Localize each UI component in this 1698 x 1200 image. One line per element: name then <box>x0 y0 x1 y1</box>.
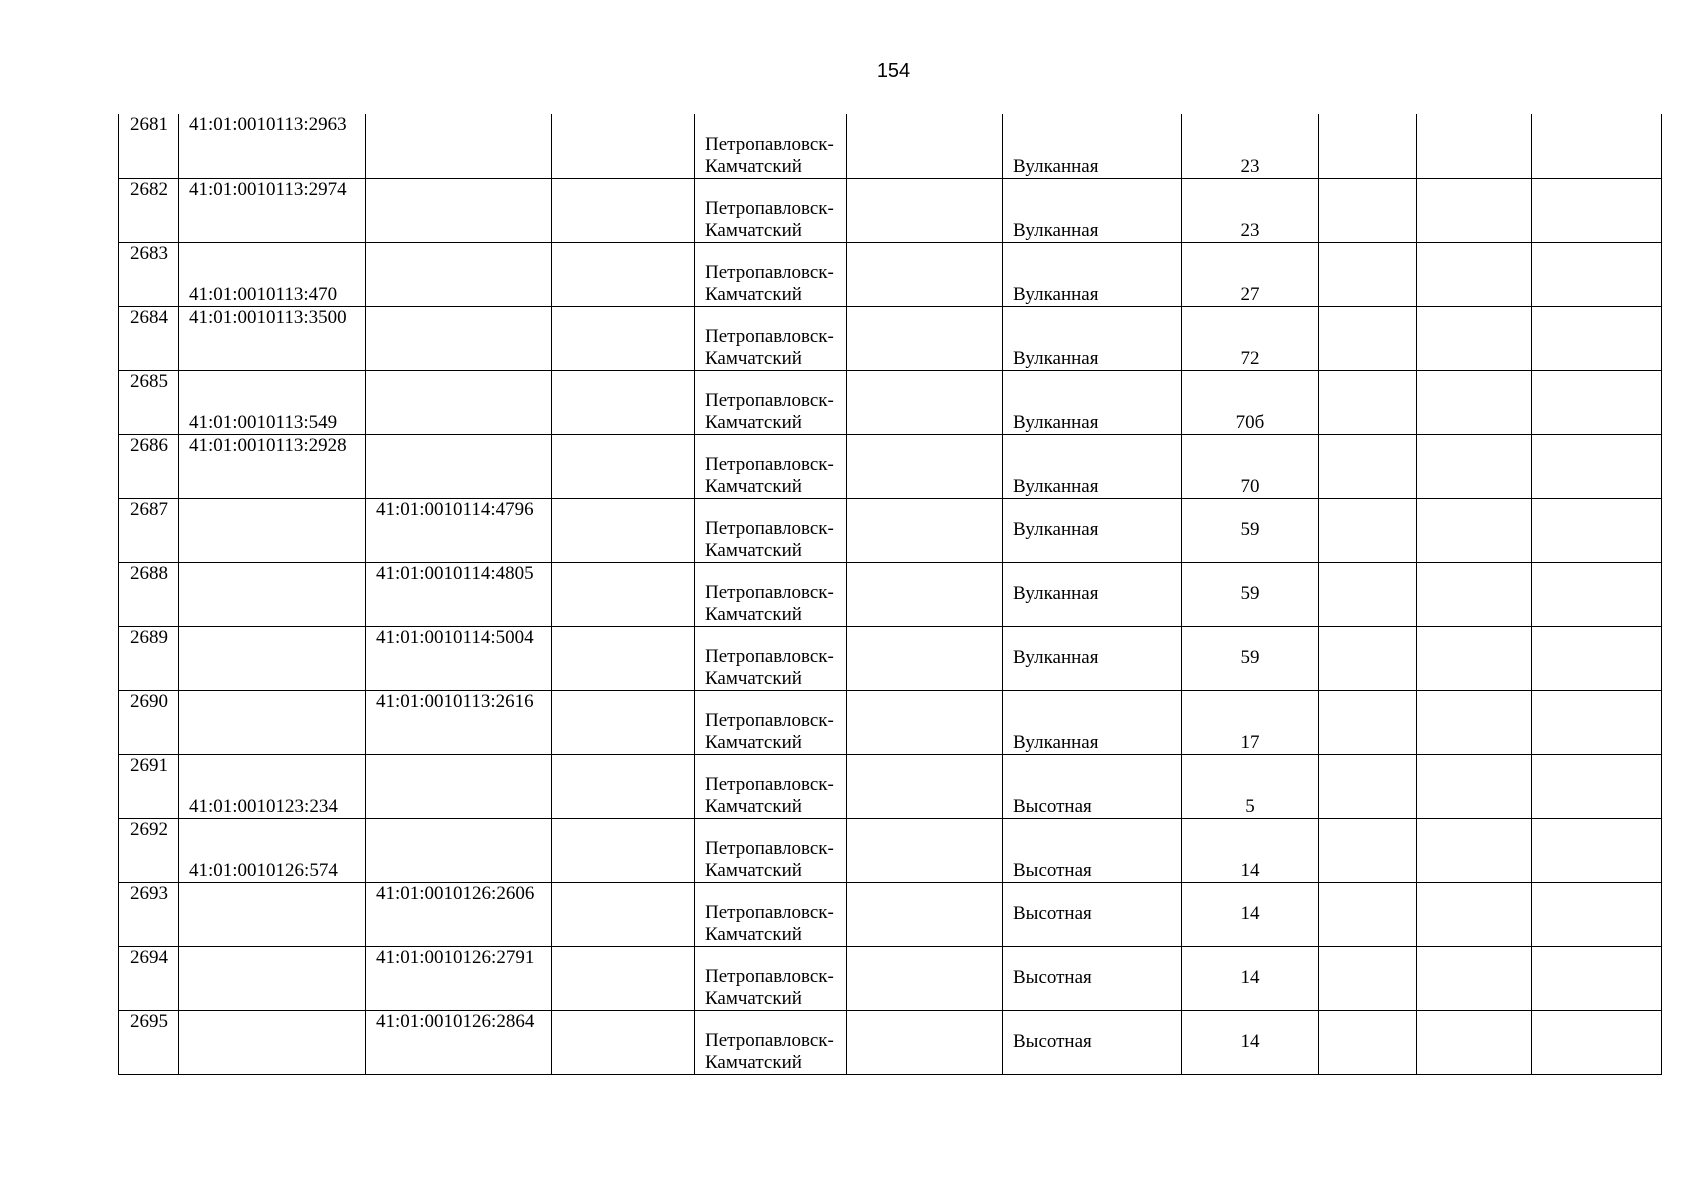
table-row <box>119 562 1662 626</box>
empty-cell <box>847 946 1003 1010</box>
row-number: 2694 <box>119 946 179 1010</box>
empty-cell <box>1532 242 1662 306</box>
cadastral-number-land: 41:01:0010113:2974 <box>179 178 366 242</box>
street-name: Вулканная <box>1003 690 1182 754</box>
empty-cell <box>552 882 695 946</box>
empty-cell <box>1417 1010 1532 1074</box>
cadastral-number-building: 41:01:0010114:4805 <box>366 562 552 626</box>
row-number: 2689 <box>119 626 179 690</box>
empty-cell <box>1417 242 1532 306</box>
street-name: Вулканная <box>1003 498 1182 562</box>
empty-cell <box>847 754 1003 818</box>
empty-cell <box>1532 882 1662 946</box>
row-number: 2683 <box>119 242 179 306</box>
empty-cell <box>847 306 1003 370</box>
empty-cell <box>1532 818 1662 882</box>
empty-cell <box>1532 306 1662 370</box>
street-name: Вулканная <box>1003 178 1182 242</box>
cadastral-number-land: 41:01:0010126:574 <box>179 818 366 882</box>
cadastral-number-land <box>179 690 366 754</box>
city-name: Петропавловск-Камчатский <box>695 178 847 242</box>
cadastral-number-building: 41:01:0010126:2864 <box>366 1010 552 1074</box>
empty-cell <box>1417 370 1532 434</box>
row-number: 2686 <box>119 434 179 498</box>
empty-cell <box>1417 882 1532 946</box>
empty-cell <box>1417 434 1532 498</box>
empty-cell <box>1319 562 1417 626</box>
street-name: Вулканная <box>1003 306 1182 370</box>
cadastral-number-building: 41:01:0010114:5004 <box>366 626 552 690</box>
empty-cell <box>552 818 695 882</box>
empty-cell <box>552 690 695 754</box>
empty-cell <box>552 946 695 1010</box>
page-number: 154 <box>876 60 911 82</box>
empty-cell <box>1319 370 1417 434</box>
row-number: 2684 <box>119 306 179 370</box>
empty-cell <box>1417 626 1532 690</box>
city-name: Петропавловск-Камчатский <box>695 242 847 306</box>
cadastral-number-land: 41:01:0010113:2928 <box>179 434 366 498</box>
empty-cell <box>1319 946 1417 1010</box>
empty-cell <box>1532 370 1662 434</box>
empty-cell <box>847 562 1003 626</box>
row-number: 2687 <box>119 498 179 562</box>
street-name: Высотная <box>1003 818 1182 882</box>
cadastral-number-building <box>366 306 552 370</box>
empty-cell <box>1319 818 1417 882</box>
row-number: 2692 <box>119 818 179 882</box>
city-name: Петропавловск-Камчатский <box>695 434 847 498</box>
street-name: Вулканная <box>1003 562 1182 626</box>
empty-cell <box>1532 114 1662 178</box>
empty-cell <box>552 434 695 498</box>
cadastral-number-building: 41:01:0010126:2791 <box>366 946 552 1010</box>
cadastral-number-land <box>179 1010 366 1074</box>
row-number: 2691 <box>119 754 179 818</box>
table-row <box>119 626 1662 690</box>
cadastral-number-building: 41:01:0010113:2616 <box>366 690 552 754</box>
empty-cell <box>1532 1010 1662 1074</box>
empty-cell <box>1319 114 1417 178</box>
empty-cell <box>1417 498 1532 562</box>
street-name: Высотная <box>1003 1010 1182 1074</box>
house-number: 14 <box>1182 818 1319 882</box>
cadastral-number-building <box>366 114 552 178</box>
table-row <box>119 882 1662 946</box>
city-name: Петропавловск-Камчатский <box>695 370 847 434</box>
table-row <box>119 114 1662 178</box>
cadastral-number-building <box>366 370 552 434</box>
empty-cell <box>847 242 1003 306</box>
empty-cell <box>552 754 695 818</box>
cadastral-number-land <box>179 626 366 690</box>
house-number: 14 <box>1182 882 1319 946</box>
empty-cell <box>1532 626 1662 690</box>
house-number: 23 <box>1182 178 1319 242</box>
empty-cell <box>1532 562 1662 626</box>
empty-cell <box>1532 178 1662 242</box>
empty-cell <box>1417 690 1532 754</box>
table-row <box>119 1010 1662 1074</box>
row-number: 2693 <box>119 882 179 946</box>
city-name: Петропавловск-Камчатский <box>695 882 847 946</box>
cadastral-number-building: 41:01:0010126:2606 <box>366 882 552 946</box>
empty-cell <box>847 690 1003 754</box>
empty-cell <box>847 626 1003 690</box>
empty-cell <box>1319 882 1417 946</box>
cadastral-number-land: 41:01:0010113:3500 <box>179 306 366 370</box>
cadastral-number-building <box>366 754 552 818</box>
empty-cell <box>552 178 695 242</box>
cadastral-number-land: 41:01:0010113:549 <box>179 370 366 434</box>
cadastral-number-building <box>366 818 552 882</box>
empty-cell <box>1532 498 1662 562</box>
cadastral-number-land: 41:01:0010113:470 <box>179 242 366 306</box>
city-name: Петропавловск-Камчатский <box>695 946 847 1010</box>
table-body <box>119 114 1662 1074</box>
cadastral-number-land: 41:01:0010123:234 <box>179 754 366 818</box>
empty-cell <box>1319 434 1417 498</box>
empty-cell <box>1319 498 1417 562</box>
house-number: 17 <box>1182 690 1319 754</box>
house-number: 14 <box>1182 946 1319 1010</box>
empty-cell <box>552 306 695 370</box>
table-row <box>119 690 1662 754</box>
row-number: 2688 <box>119 562 179 626</box>
empty-cell <box>1417 178 1532 242</box>
empty-cell <box>1532 690 1662 754</box>
house-number: 14 <box>1182 1010 1319 1074</box>
empty-cell <box>552 498 695 562</box>
cadastral-number-land: 41:01:0010113:2963 <box>179 114 366 178</box>
empty-cell <box>1319 626 1417 690</box>
registry-table <box>118 114 1662 1075</box>
table-row <box>119 178 1662 242</box>
city-name: Петропавловск-Камчатский <box>695 562 847 626</box>
empty-cell <box>552 1010 695 1074</box>
table-row <box>119 306 1662 370</box>
table-row <box>119 370 1662 434</box>
row-number: 2685 <box>119 370 179 434</box>
empty-cell <box>847 434 1003 498</box>
empty-cell <box>1417 306 1532 370</box>
street-name: Вулканная <box>1003 370 1182 434</box>
empty-cell <box>1532 754 1662 818</box>
cadastral-number-building <box>366 434 552 498</box>
cadastral-number-building <box>366 242 552 306</box>
empty-cell <box>552 626 695 690</box>
city-name: Петропавловск-Камчатский <box>695 626 847 690</box>
empty-cell <box>552 114 695 178</box>
empty-cell <box>1417 946 1532 1010</box>
empty-cell <box>1417 562 1532 626</box>
city-name: Петропавловск-Камчатский <box>695 754 847 818</box>
street-name: Вулканная <box>1003 242 1182 306</box>
row-number: 2681 <box>119 114 179 178</box>
empty-cell <box>847 114 1003 178</box>
house-number: 27 <box>1182 242 1319 306</box>
empty-cell <box>1532 946 1662 1010</box>
empty-cell <box>1319 242 1417 306</box>
empty-cell <box>847 882 1003 946</box>
house-number: 70б <box>1182 370 1319 434</box>
table-row <box>119 946 1662 1010</box>
cadastral-number-building: 41:01:0010114:4796 <box>366 498 552 562</box>
table-row <box>119 242 1662 306</box>
table-row <box>119 434 1662 498</box>
city-name: Петропавловск-Камчатский <box>695 114 847 178</box>
city-name: Петропавловск-Камчатский <box>695 690 847 754</box>
empty-cell <box>552 370 695 434</box>
table-row <box>119 818 1662 882</box>
empty-cell <box>1319 690 1417 754</box>
empty-cell <box>1319 754 1417 818</box>
house-number: 5 <box>1182 754 1319 818</box>
empty-cell <box>1319 306 1417 370</box>
street-name: Вулканная <box>1003 626 1182 690</box>
street-name: Высотная <box>1003 882 1182 946</box>
city-name: Петропавловск-Камчатский <box>695 1010 847 1074</box>
house-number: 23 <box>1182 114 1319 178</box>
street-name: Вулканная <box>1003 114 1182 178</box>
cadastral-number-land <box>179 498 366 562</box>
table-row <box>119 498 1662 562</box>
house-number: 70 <box>1182 434 1319 498</box>
row-number: 2682 <box>119 178 179 242</box>
empty-cell <box>1532 434 1662 498</box>
street-name: Высотная <box>1003 946 1182 1010</box>
empty-cell <box>1319 178 1417 242</box>
street-name: Вулканная <box>1003 434 1182 498</box>
house-number: 59 <box>1182 626 1319 690</box>
empty-cell <box>847 178 1003 242</box>
city-name: Петропавловск-Камчатский <box>695 498 847 562</box>
empty-cell <box>1417 114 1532 178</box>
empty-cell <box>552 562 695 626</box>
cadastral-number-land <box>179 562 366 626</box>
empty-cell <box>1417 818 1532 882</box>
table-row <box>119 754 1662 818</box>
cadastral-number-land <box>179 882 366 946</box>
house-number: 59 <box>1182 498 1319 562</box>
empty-cell <box>847 498 1003 562</box>
house-number: 59 <box>1182 562 1319 626</box>
empty-cell <box>847 370 1003 434</box>
row-number: 2695 <box>119 1010 179 1074</box>
empty-cell <box>847 1010 1003 1074</box>
street-name: Высотная <box>1003 754 1182 818</box>
cadastral-number-land <box>179 946 366 1010</box>
city-name: Петропавловск-Камчатский <box>695 306 847 370</box>
cadastral-number-building <box>366 178 552 242</box>
empty-cell <box>552 242 695 306</box>
empty-cell <box>847 818 1003 882</box>
house-number: 72 <box>1182 306 1319 370</box>
row-number: 2690 <box>119 690 179 754</box>
empty-cell <box>1417 754 1532 818</box>
empty-cell <box>1319 1010 1417 1074</box>
city-name: Петропавловск-Камчатский <box>695 818 847 882</box>
